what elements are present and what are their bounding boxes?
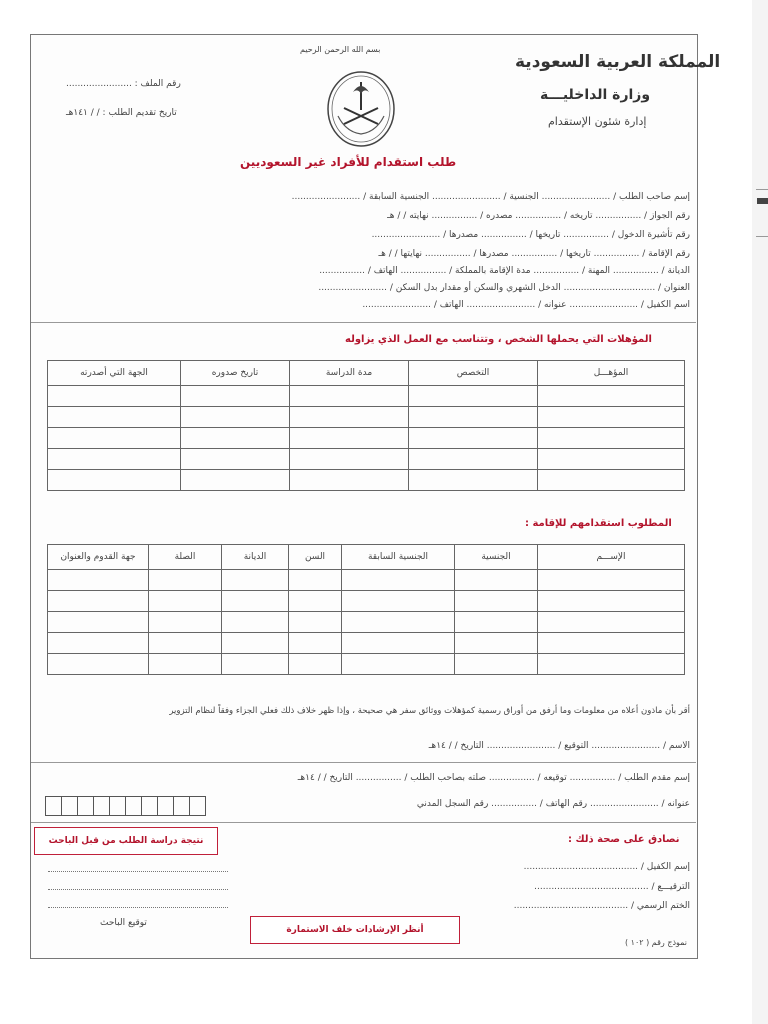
table-cell[interactable] xyxy=(342,570,455,591)
section-divider xyxy=(31,322,696,323)
table-cell[interactable] xyxy=(409,470,538,491)
table-cell[interactable] xyxy=(149,570,222,591)
qualifications-table xyxy=(47,360,685,491)
table-cell[interactable] xyxy=(48,591,149,612)
table-cell[interactable] xyxy=(181,428,290,449)
table-cell[interactable] xyxy=(538,654,685,675)
sponsor-name-field[interactable]: إسم الكفيل / ........................................ xyxy=(523,862,690,872)
department-title: إدارة شئون الإستقدام xyxy=(548,115,647,128)
table-cell[interactable] xyxy=(409,428,538,449)
signature-field[interactable]: الترقيـــع / ........................................ xyxy=(534,882,690,892)
table-cell[interactable] xyxy=(222,591,289,612)
column-header: التخصص xyxy=(409,361,538,386)
table-cell[interactable] xyxy=(409,407,538,428)
table-cell[interactable] xyxy=(538,470,685,491)
table-cell[interactable] xyxy=(222,654,289,675)
certify-heading: نصادق على صحة ذلك : xyxy=(568,834,680,845)
column-header: الجنسية السابقة xyxy=(342,545,455,570)
address-row[interactable]: العنوان / ................................ الدخل الشهري والسكن أو مقدار بدل السكن / ........................ xyxy=(318,283,690,293)
passport-row[interactable]: رقم الجواز / ................ تاريخه / ................ مصدره / ................ نهايته / / هـ xyxy=(387,211,690,221)
table-cell[interactable] xyxy=(409,386,538,407)
submitter-address-row[interactable]: عنوانه / ........................ رقم الهاتف / ................ رقم السجل المدني xyxy=(416,799,690,809)
table-cell[interactable] xyxy=(290,386,409,407)
table-cell[interactable] xyxy=(455,612,538,633)
table-cell[interactable] xyxy=(289,654,342,675)
table-cell[interactable] xyxy=(181,407,290,428)
table-cell[interactable] xyxy=(149,654,222,675)
table-row xyxy=(48,654,685,675)
table-cell[interactable] xyxy=(222,570,289,591)
table-cell[interactable] xyxy=(342,612,455,633)
requested-heading: المطلوب استقدامهم للإقامة : xyxy=(525,518,672,529)
table-cell[interactable] xyxy=(48,428,181,449)
table-cell[interactable] xyxy=(48,386,181,407)
form-sheet xyxy=(30,34,698,959)
table-cell[interactable] xyxy=(538,591,685,612)
basmala: بسم الله الرحمن الرحيم xyxy=(300,45,381,54)
table-row xyxy=(48,612,685,633)
official-stamp-field[interactable]: الختم الرسمي / ........................................ xyxy=(513,901,690,911)
column-header: مدة الدراسة xyxy=(290,361,409,386)
applicant-name-row[interactable]: إسم صاحب الطلب / ........................ الجنسية / ........................ الجنسية السابقة / ........................ xyxy=(291,192,690,202)
study-result-box: نتيجة دراسة الطلب من قبل الباحث xyxy=(34,827,218,855)
table-cell[interactable] xyxy=(538,570,685,591)
table-cell[interactable] xyxy=(455,591,538,612)
column-header: الصلة xyxy=(149,545,222,570)
table-cell[interactable] xyxy=(149,591,222,612)
religion-row[interactable]: الديانة / ................ المهنة / ................ مدة الإقامة بالمملكة / ................ الهاتف / ................ xyxy=(319,266,690,276)
scan-edge-mark xyxy=(757,198,768,204)
table-cell[interactable] xyxy=(222,612,289,633)
column-header: المؤهـــل xyxy=(538,361,685,386)
table-cell[interactable] xyxy=(290,407,409,428)
table-cell[interactable] xyxy=(181,386,290,407)
submit-date-field[interactable]: تاريخ تقديم الطلب : / / ١٤١هـ xyxy=(66,108,177,118)
table-cell[interactable] xyxy=(342,591,455,612)
table-cell[interactable] xyxy=(455,633,538,654)
declaration-signature-row[interactable]: الاسم / ........................ التوقيع / ........................ التاريخ / / ١٤هـ xyxy=(428,741,690,751)
table-cell[interactable] xyxy=(48,570,149,591)
table-cell[interactable] xyxy=(222,633,289,654)
declaration-text: أقر بأن ماذون أعلاه من معلومات وما أرفق من أوراق رسمية كمؤهلات ووثائق سفر هي صحيحة ، وإذا ظهر خلاف ذلك فعلي الجزاء وفقاً لنظام التزوير xyxy=(169,706,690,716)
table-cell[interactable] xyxy=(290,470,409,491)
table-row xyxy=(48,428,685,449)
table-cell[interactable] xyxy=(149,612,222,633)
section-divider xyxy=(31,762,696,763)
table-cell[interactable] xyxy=(342,654,455,675)
table-cell[interactable] xyxy=(538,428,685,449)
column-header: السن xyxy=(289,545,342,570)
section-divider xyxy=(31,822,696,823)
column-header: الإســـم xyxy=(538,545,685,570)
kingdom-title: المملكة العربية السعودية xyxy=(515,52,721,72)
table-cell[interactable] xyxy=(342,633,455,654)
requested-persons-table xyxy=(47,544,685,675)
table-cell[interactable] xyxy=(289,633,342,654)
table-cell[interactable] xyxy=(149,633,222,654)
column-header: الجهة التي أصدرته xyxy=(48,361,181,386)
qualifications-heading: المؤهلات التي يحملها الشخص ، وتتناسب مع العمل الذي يزاوله xyxy=(345,334,652,345)
table-cell[interactable] xyxy=(289,612,342,633)
table-row xyxy=(48,407,685,428)
table-row xyxy=(48,633,685,654)
table-cell[interactable] xyxy=(181,449,290,470)
ministry-title: وزارة الداخليـــة xyxy=(540,87,651,103)
submitter-row[interactable]: إسم مقدم الطلب / ................ توقيعه / ................ صلته بصاحب الطلب / ................ التاريخ / / ١٤هـ xyxy=(297,773,690,783)
table-cell[interactable] xyxy=(48,612,149,633)
scan-edge-line xyxy=(756,236,768,237)
table-cell[interactable] xyxy=(48,449,181,470)
instructions-box: أنظر الإرشادات خلف الاستمارة xyxy=(250,916,460,944)
scan-edge-line xyxy=(756,189,768,190)
table-row xyxy=(48,591,685,612)
table-cell[interactable] xyxy=(48,407,181,428)
file-number-field[interactable]: رقم الملف : ....................... xyxy=(66,79,181,89)
table-row xyxy=(48,470,685,491)
scan-edge xyxy=(752,0,768,1024)
visa-row[interactable]: رقم تأشيرة الدخول / ................ تاريخها / ................ مصدرها / ........................ xyxy=(371,230,690,240)
table-cell[interactable] xyxy=(409,449,538,470)
form-title: طلب استقدام للأفراد غير السعوديين xyxy=(240,155,457,169)
table-cell[interactable] xyxy=(290,428,409,449)
table-cell[interactable] xyxy=(455,654,538,675)
form-code: نموذج رقم ( ١٠٢ ) xyxy=(625,938,688,947)
researcher-line xyxy=(48,889,228,891)
table-cell[interactable] xyxy=(538,449,685,470)
civil-registry-boxes[interactable] xyxy=(45,796,205,816)
table-cell[interactable] xyxy=(181,470,290,491)
saudi-emblem-icon xyxy=(326,70,396,148)
column-header: الديانة xyxy=(222,545,289,570)
table-cell[interactable] xyxy=(48,654,149,675)
column-header: جهة القدوم والعنوان xyxy=(48,545,149,570)
table-cell[interactable] xyxy=(538,386,685,407)
table-cell[interactable] xyxy=(455,570,538,591)
table-cell[interactable] xyxy=(538,407,685,428)
table-cell[interactable] xyxy=(289,591,342,612)
researcher-signature-label: توقيع الباحث xyxy=(100,918,147,928)
researcher-line xyxy=(48,871,228,873)
table-cell[interactable] xyxy=(538,612,685,633)
table-cell[interactable] xyxy=(48,633,149,654)
table-cell[interactable] xyxy=(289,570,342,591)
table-row xyxy=(48,386,685,407)
table-row xyxy=(48,449,685,470)
table-cell[interactable] xyxy=(538,633,685,654)
researcher-line xyxy=(48,907,228,909)
residence-row[interactable]: رقم الإقامة / ................ تاريخها / ................ مصدرها / ................ نهايتها / / هـ xyxy=(378,249,690,259)
table-row xyxy=(48,570,685,591)
column-header: تاريخ صدوره xyxy=(181,361,290,386)
sponsor-row[interactable]: اسم الكفيل / ........................ عنوانه / ........................ الهاتف / ........................ xyxy=(362,300,690,310)
table-cell[interactable] xyxy=(290,449,409,470)
table-cell[interactable] xyxy=(48,470,181,491)
column-header: الجنسية xyxy=(455,545,538,570)
